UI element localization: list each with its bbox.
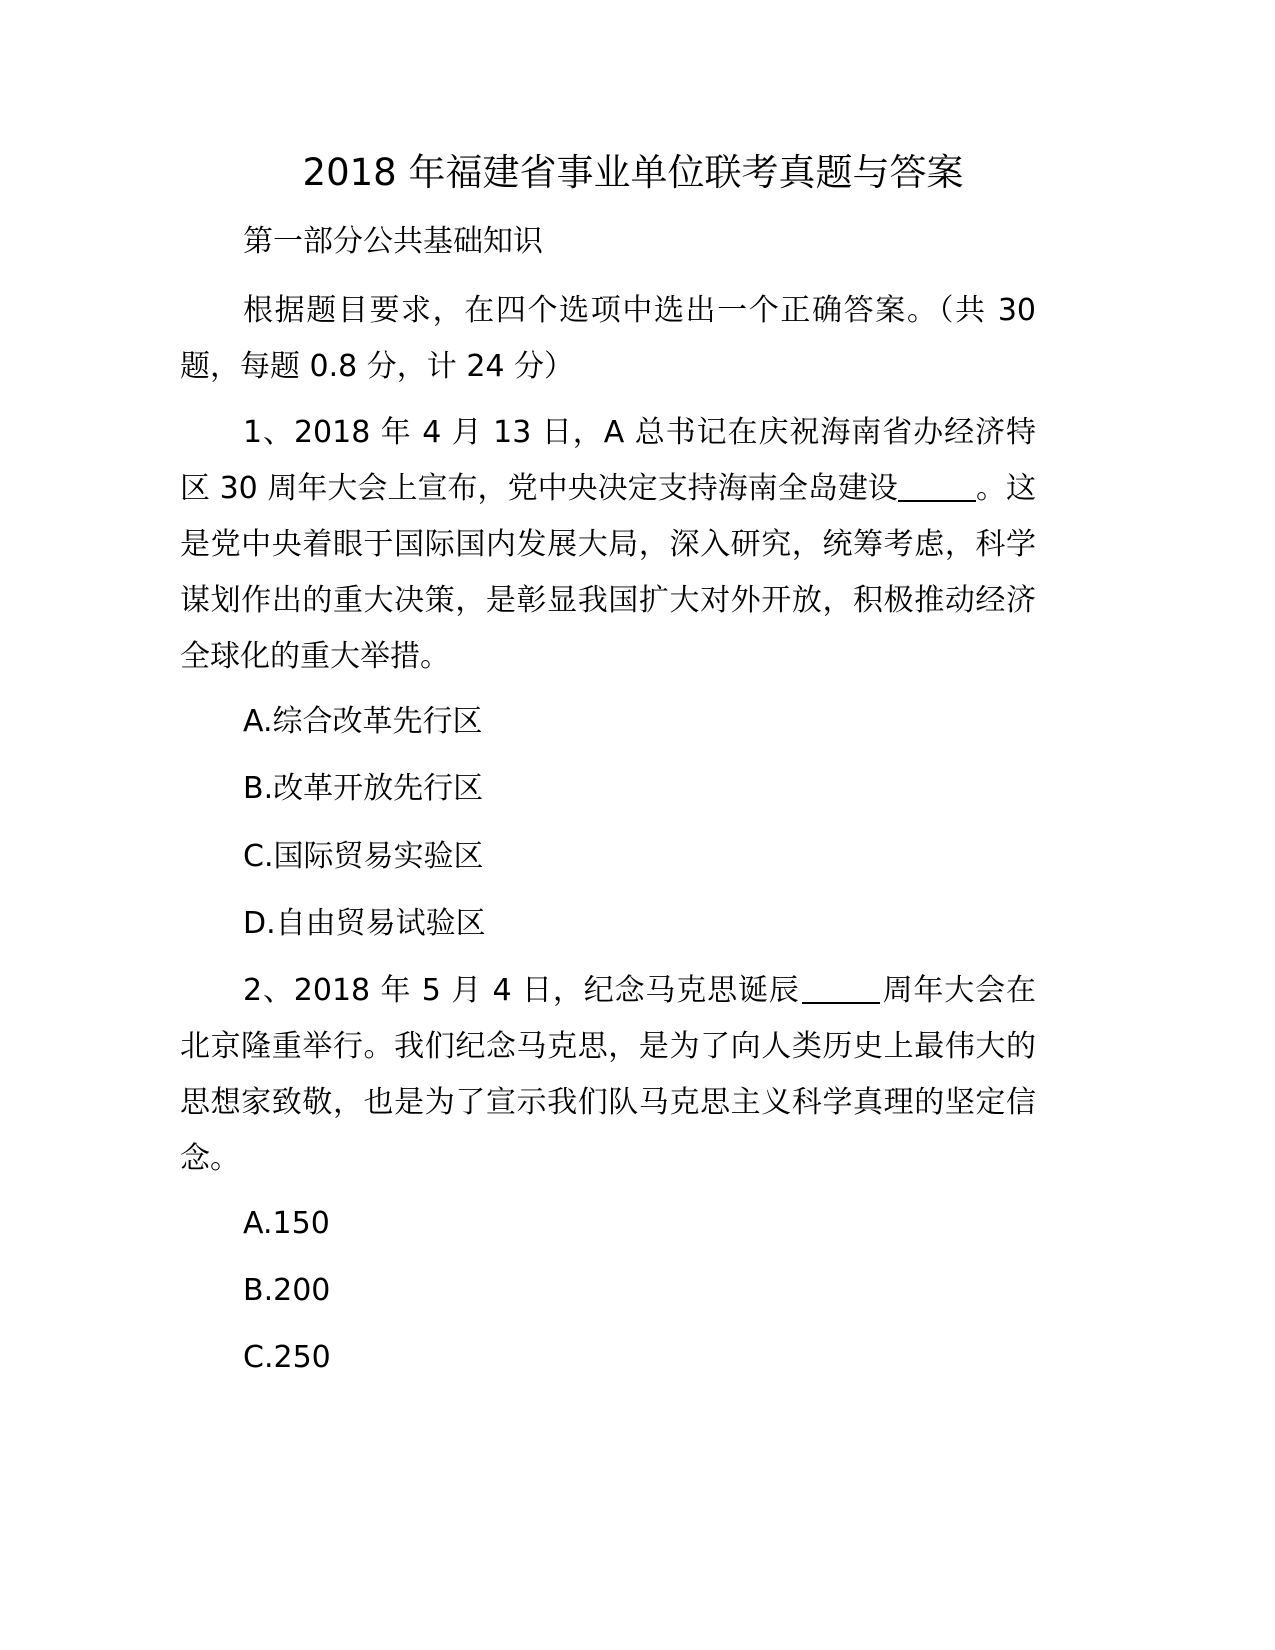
- question-1-option-c: C.国际贸易实验区: [243, 839, 484, 874]
- question-2-option-b: B.200: [243, 1273, 331, 1308]
- question-2-stem-before: 2、2018 年 5 月 4 日，纪念马克思诞辰: [243, 973, 800, 1008]
- question-1-option-a: A.综合改革先行区: [243, 704, 483, 739]
- question-1-option-d: D.自由贸易试验区: [243, 906, 486, 941]
- instructions-paragraph: 根据题目要求，在四个选项中选出一个正确答案。（共 30 题，每题 0.8 分，计 24 分）: [180, 293, 1036, 384]
- question-2-answer-blank: [802, 970, 880, 1004]
- question-1-stem: [180, 405, 1036, 685]
- document-title: 2018 年福建省事业单位联考真题与答案: [302, 151, 964, 194]
- question-1-option-b: B.改革开放先行区: [243, 771, 484, 806]
- question-2-stem-after: 周年大会在北京隆重举行。我们纪念马克思，是为了向人类历史上最伟大的思想家致敬，也是为了宣示我们队马克思主义科学真理的坚定信念。: [180, 973, 1037, 1176]
- question-1-stem-after: 。这是党中央着眼于国际国内发展大局，深入研究，统筹考虑，科学谋划作出的重大决策，是彰显我国扩大对外开放，积极推动经济全球化的重大举措。: [180, 471, 1037, 674]
- section-heading: 第一部分公共基础知识: [243, 224, 543, 259]
- question-1-answer-blank: [898, 468, 976, 502]
- question-2-option-a: A.150: [243, 1206, 330, 1241]
- question-1-stem-before: 1、2018 年 4 月 13 日，A 总书记在庆祝海南省办经济特区 30 周年大会上宣布，党中央决定支持海南全岛建设: [180, 415, 1036, 506]
- question-2-option-c: C.250: [243, 1340, 331, 1375]
- question-2-stem: [180, 963, 1036, 1187]
